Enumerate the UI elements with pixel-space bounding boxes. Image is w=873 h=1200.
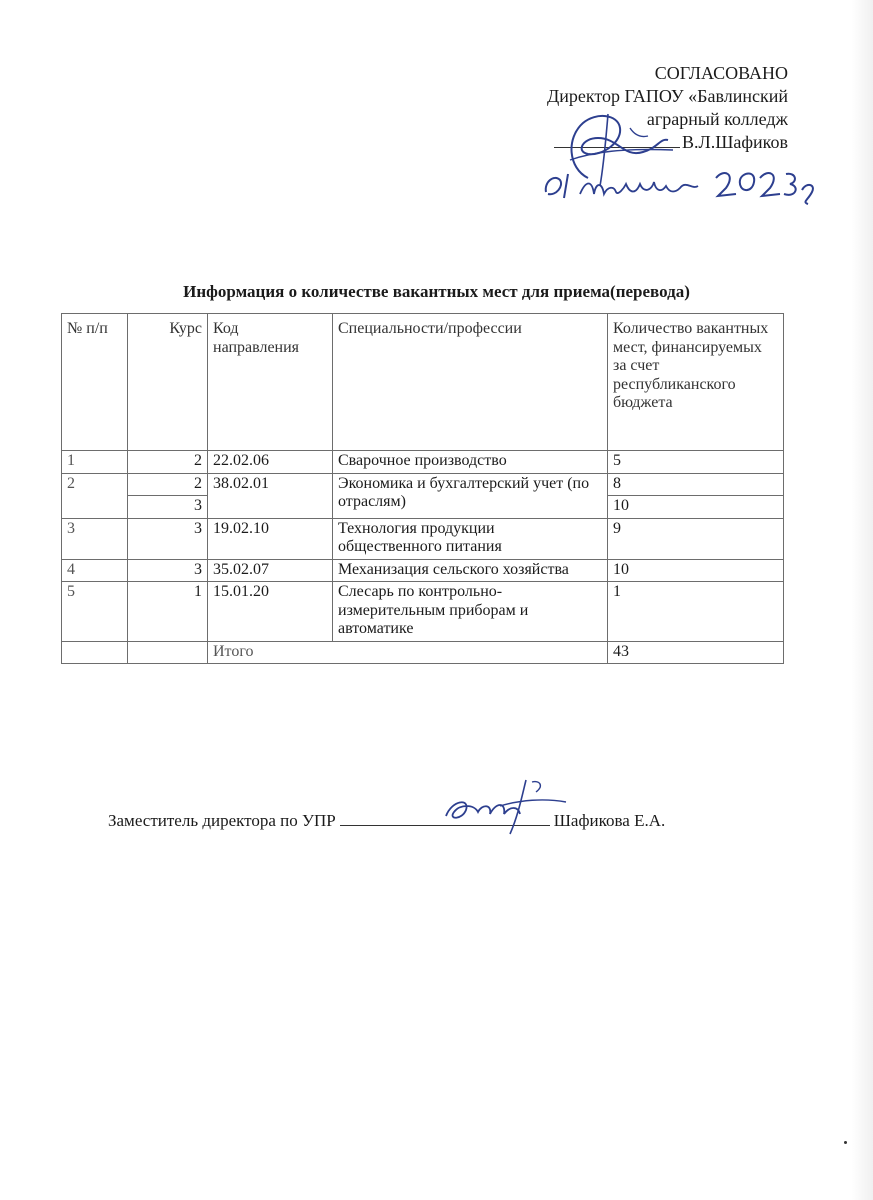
scan-edge-shadow	[851, 0, 873, 1200]
header-course: Курс	[128, 314, 208, 451]
approval-signature-line	[547, 131, 788, 154]
approval-director-line: Директор ГАПОУ «Бавлинский	[546, 86, 788, 106]
cell-num: 5	[62, 582, 128, 642]
cell-count: 10	[608, 559, 784, 582]
footer-signature-line	[108, 811, 665, 831]
cell-code: 19.02.10	[208, 518, 333, 559]
header-specialty: Специальности/профессии	[333, 314, 608, 451]
director-name: В.Л.Шафиков	[682, 132, 788, 152]
cell-count: 9	[608, 518, 784, 559]
cell-num: 1	[62, 451, 128, 474]
cell-course: 2	[128, 451, 208, 474]
header-count: Количество вакантных мест, финансируемых за счет республиканского бюджета	[608, 314, 784, 451]
table-header-row	[62, 314, 784, 451]
total-empty-cell	[62, 641, 128, 664]
total-value: 43	[608, 641, 784, 664]
cell-count: 1	[608, 582, 784, 642]
table-row	[62, 559, 784, 582]
cell-specialty: Экономика и бухгалтерский учет (по отраслям)	[333, 473, 608, 518]
cell-code: 22.02.06	[208, 451, 333, 474]
table-row	[62, 518, 784, 559]
cell-code: 15.01.20	[208, 582, 333, 642]
cell-num: 2	[62, 473, 128, 518]
cell-code: 35.02.07	[208, 559, 333, 582]
total-label: Итого	[208, 641, 608, 664]
cell-course: 1	[128, 582, 208, 642]
cell-specialty: Технология продукции общественного питания	[333, 518, 608, 559]
cell-specialty: Механизация сельского хозяйства	[333, 559, 608, 582]
cell-code: 38.02.01	[208, 473, 333, 518]
scan-speck	[844, 1141, 847, 1144]
table-row	[62, 451, 784, 474]
vacancies-table	[61, 313, 784, 664]
approval-college-line: аграрный колледж	[646, 109, 788, 129]
cell-num: 3	[62, 518, 128, 559]
cell-specialty: Сварочное производство	[333, 451, 608, 474]
document-title: Информация о количестве вакантных мест для приема(перевода)	[183, 282, 690, 301]
signature-blank	[554, 133, 680, 148]
cell-course: 3	[128, 496, 208, 519]
header-num: № п/п	[62, 314, 128, 451]
total-empty-cell	[128, 641, 208, 664]
approval-block	[547, 62, 788, 154]
table-row	[62, 582, 784, 642]
cell-count: 8	[608, 473, 784, 496]
cell-specialty: Слесарь по контрольно-измерительным приборам и автоматике	[333, 582, 608, 642]
cell-course: 2	[128, 473, 208, 496]
cell-course: 3	[128, 559, 208, 582]
table-row	[62, 473, 784, 496]
cell-course: 3	[128, 518, 208, 559]
approval-heading: СОГЛАСОВАНО	[654, 63, 788, 83]
footer-name: Шафикова Е.А.	[553, 811, 666, 830]
footer-signature-blank	[340, 811, 550, 826]
cell-count: 5	[608, 451, 784, 474]
cell-num: 4	[62, 559, 128, 582]
table-total-row	[62, 641, 784, 664]
footer-position: Заместитель директора по УПР	[108, 811, 336, 830]
cell-count: 10	[608, 496, 784, 519]
handwritten-date	[540, 160, 820, 206]
header-code: Код направления	[208, 314, 333, 451]
